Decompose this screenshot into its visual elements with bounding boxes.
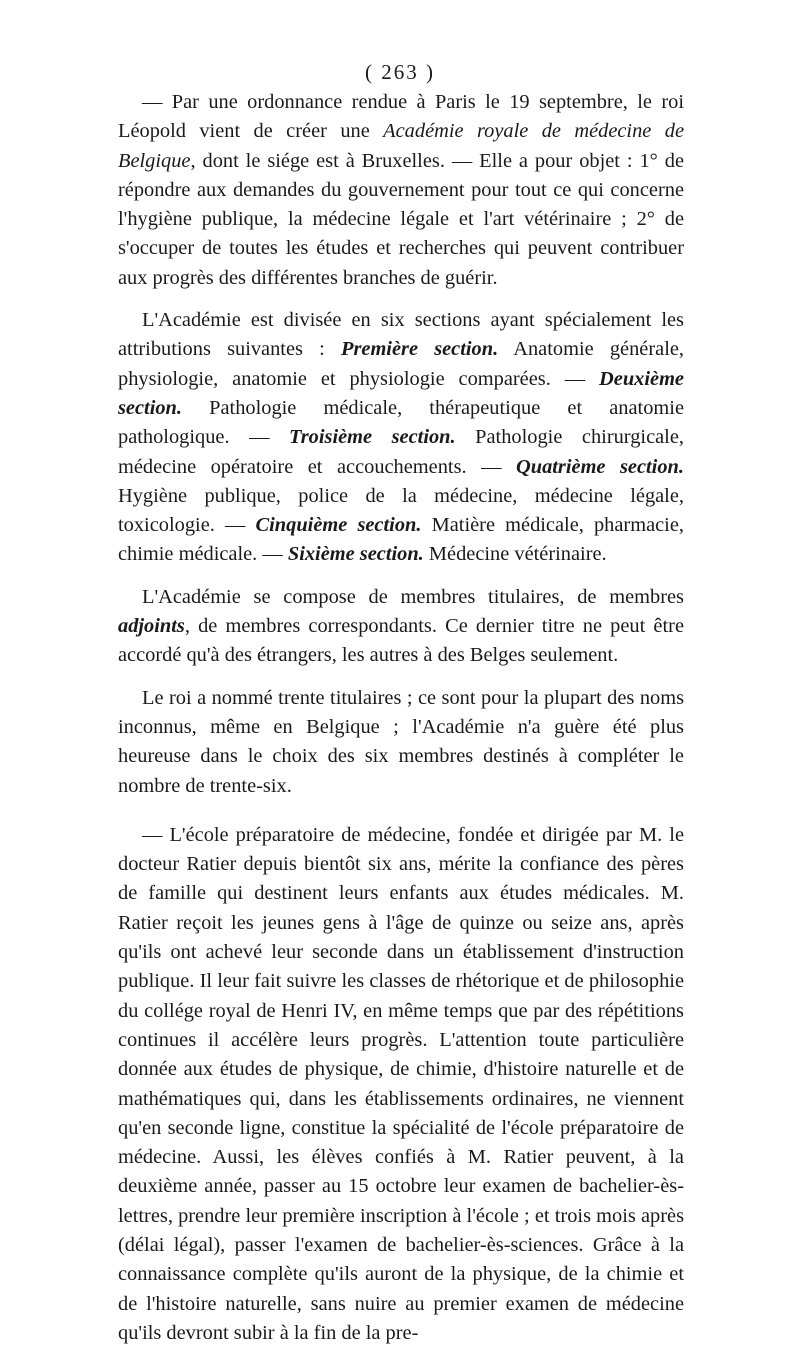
text-run: L'Académie est divisée en six sections ayant spécialement les attributions suivantes : — [118, 309, 684, 361]
section-5-label: Cinquième section. — [255, 514, 422, 537]
text-run: , de membres correspondants. Ce dernier titre ne peut être accordé qu'à des étrangers, les autres à des Belges seulement. — [118, 615, 684, 667]
paragraph-members — [118, 583, 684, 671]
text-run: — Par une ordonnance rendue à Paris le 19 septembre, le roi Léopold vient de créer une — [118, 91, 684, 143]
adjoints-italic: adjoints — [118, 615, 185, 638]
text-run: L'Académie se compose de membres titulaires, de membres — [142, 585, 684, 608]
body-text — [118, 88, 684, 1348]
academy-name-italic: Académie royale de médecine de Belgique — [118, 120, 684, 172]
paragraph-titulaires: Le roi a nommé trente titulaires ; ce sont pour la plupart des noms inconnus, même en Belgique ; l'Académie n'a guère été plus heureuse dans le choix des six membres destinés à compléter le nombre de trente-six. — [118, 686, 684, 797]
section-3-label: Troisième section. — [289, 426, 456, 449]
section-2-label: Deuxième section. — [118, 367, 684, 419]
text-run: Pathologie chirurgicale, médecine opératoire et accouchements. — — [118, 426, 684, 478]
text-run: Hygiène publique, police de la médecine, médecine légale, toxicologie. — — [118, 484, 684, 537]
text-run: , dont le siége est à Bruxelles. — Elle a pour objet : 1° de répondre aux demandes du gouvernement pour tout ce qui concerne l'hygiène publique, la médecine légale et l'art vétérinaire ; 2° de s'occuper de toutes les études et recherches qui peuvent contribuer aux progrès des différentes branches de guérir. — [118, 149, 684, 289]
section-1-label: Première section. — [341, 338, 499, 361]
paragraph-sections — [118, 306, 684, 570]
text-run: Pathologie médicale, thérapeutique et anatomie pathologique. — — [118, 396, 684, 449]
text-run: Matière médicale, pharmacie, chimie médicale. — — [118, 514, 684, 566]
text-run: Médecine vétérinaire. — [423, 543, 607, 566]
paragraph-academie-royale — [118, 88, 684, 293]
page-number: ( 263 ) — [365, 60, 435, 84]
section-6-label: Sixième section. — [287, 543, 424, 566]
text-run: Anatomie générale, physiologie, anatomie et physiologie comparées. — — [118, 338, 685, 390]
paragraph-ecole-preparatoire: — L'école préparatoire de médecine, fondée et dirigée par M. le docteur Ratier depuis bientôt six ans, mérite la confiance des pères de famille qui destinent leurs enfants aux études médicales. M. Ratier reçoit les jeunes gens à l'âge de quinze ou seize ans, après qu'ils ont achevé leur seconde dans un établissement d'instruction publique. Il leur fait suivre les classes de rhétorique et de philosophie du collége royal de Henri IV, en même temps que par des répétitions continues il accélère leurs progrès. L'attention toute particulière donnée aux études de physique, de chimie, d'histoire naturelle et de mathématiques qui, dans les établissements ordinaires, ne viennent qu'en seconde ligne, constitue la spécialité de l'école préparatoire de médecine. Aussi, les élèves confiés à M. Ratier peuvent, à la deuxième année, passer au 15 octobre leur examen de bachelier-ès-lettres, prendre leur première inscription à l'école ; et trois mois après (délai légal), passer l'examen de bachelier-ès-sciences. Grâce à la connaissance complète qu'ils auront de la physique, de la chimie et de l'histoire naturelle, sans nuire au premier examen de médecine qu'ils devront subir à la fin de la pre- — [118, 823, 684, 1344]
section-4-label: Quatrième section. — [516, 455, 684, 478]
